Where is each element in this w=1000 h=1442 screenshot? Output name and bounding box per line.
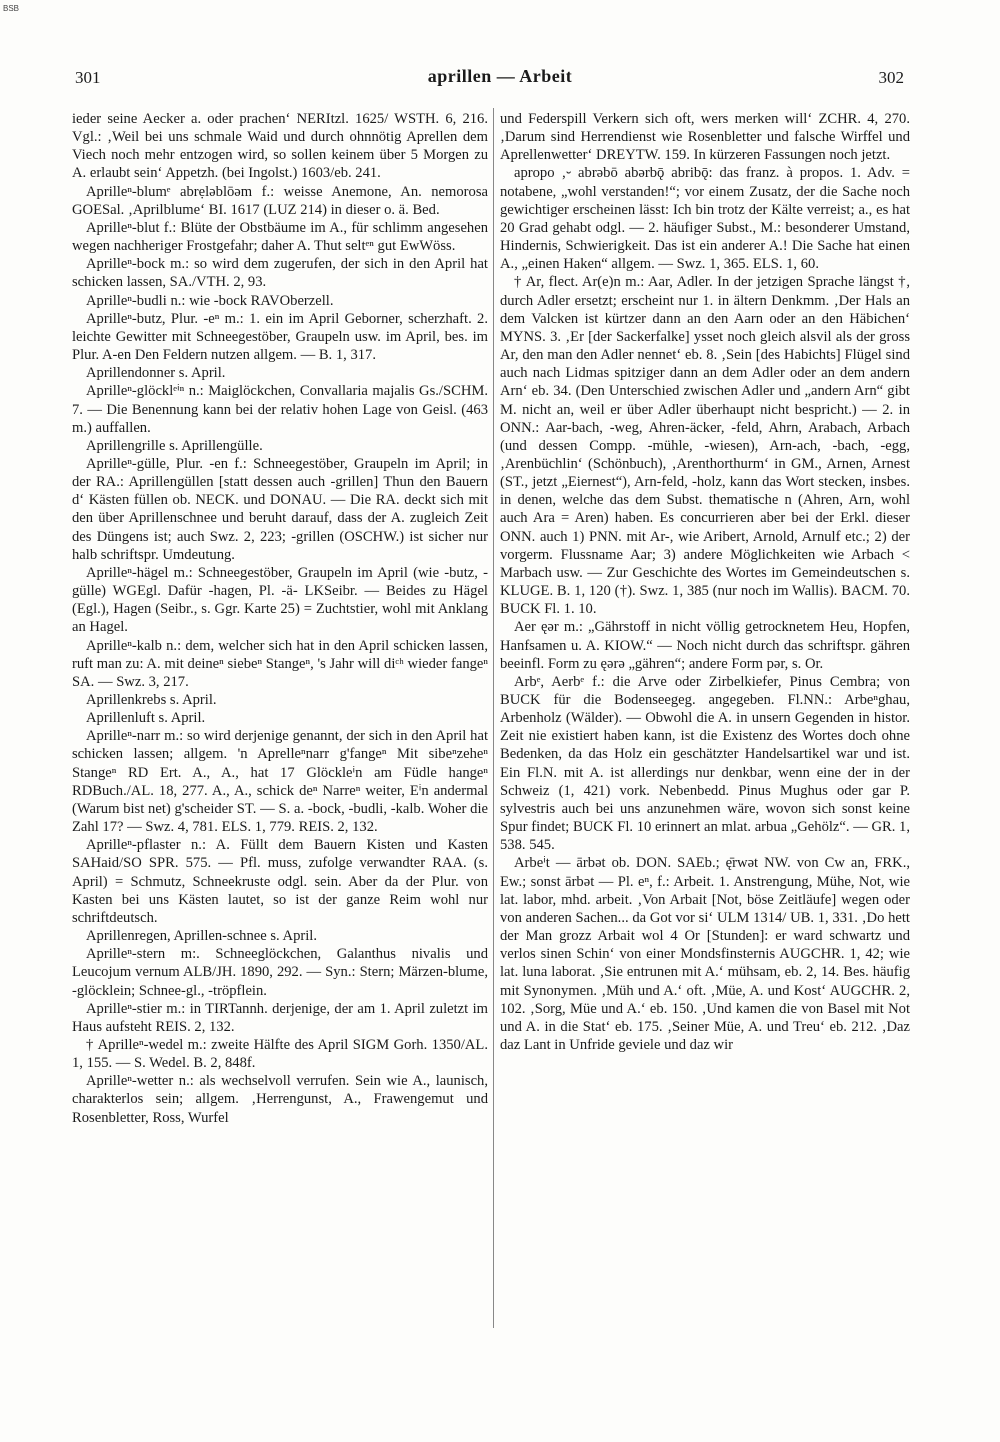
entry-aprillendonner: Aprillendonner s. April. [86,365,226,382]
entry-aprillen-guelle: Aprilleⁿ-gülle, Plur. -en f.: Schneegestöber, Graupeln im April; in der RA.: Aprillengüllen [statt dessen auch -grillen] Thun den Bauern d‘ Kästen füllen ob. NECK. und DONAU. — Die RA. deckt sich mit den über Aprillenschnee und beruht darauf, dass der A. zugleich Zeit des Düngens ist; auch Swz. 2, 223; -grillen (OSCHW.) ist sicher nur halb schriftspr. Umdeutung. [72,455,488,563]
column-divider [493,108,494,1328]
entry-aprillengrille: Aprillengrille s. Aprillengülle. [86,437,263,454]
entry-aprillen-butz: Aprilleⁿ-butz, Plur. -eⁿ m.: 1. ein im April Geborner, scherzhaft. 2. leichte Gewitter mit Schneegestöber, Graupeln usw. im April, bes. im Plur. A-en Den Feldern nutzen allgem. — B. 1, 317. [72,310,488,364]
entry-aprillen-bock: Aprilleⁿ-bock m.: so wird dem zugerufen, der sich in den April hat schicken lassen, SA./VTH. 2, 93. [72,256,488,291]
entry-ar: † Ar, flect. Ar(e)n m.: Aar, Adler. In der jetzigen Sprache längst †, durch Adler ersetzt; erscheint nur 1. in ältern Denkmm. ‚Der Hals an dem Valcken ist kürtzer dann an den Aarn oder an den Häbichen‘ MYNS. 3. ‚Er [der Sackerfalke] ysset noch gleich alsvil als der gross Ar, den man den Adler nennet‘ eb. 8. ‚Sein [des Habichts] Flügel sind auch nach Lidmas spitziger dann an dem Adler oder an dem andern Arn‘ eb. 34. (Den Unterschied zwischen Adler und „andern Arn“ gibt M. nicht an, weil er über Adler überhaupt nicht bespricht.) — 2. in ONN.: Aar-bach, -weg, Ahren-äcker, -feld, Ahrn, Arabach, Arbach (und dessen Compp. -mühle, -wiesen), Arn-ach, -bach, -egg, ‚Arenbüchlin‘ (Schönbuch), ‚Arenthorthurm‘ in GM., Arnen, Arnest (ST., jetzt „Eiernest“), Arn-feld, -holz, kann das Wort stecken, insbes. in denen, welche das dem Subst. thematische n (Ahren, Arn, wohl auch Ara = Aren) haben. Es concurrieren aber bei der Erkl. dieser ONN. auch 1) PNN. mit Ar-, wie Aribert, Arnold, Arnulf etc.; 2) der vorgerm. Flussname Aar; 3) andere Möglichkeiten wie Arbach < Marbach usw. — Zur Geschichte des Wortes im Gemeindeutschen s. KLUGE. B. 1, 120 (†). Swz. 1, 385 (nur noch im Wallis). BACM. 70. BUCK Fl. 1. 10. [500,274,910,618]
left-column [72,110,488,1335]
entry-continuation: und Federspill Verkern sich oft, wers merken will‘ ZCHR. 4, 270. ‚Darum sind Herrendienst wie Rosenbletter und falsche Wirffel und Aprellenwetter‘ DREYTW. 159. In kürzeren Fassungen noch jetzt. [500,111,910,164]
entry-aprillen-stier: Aprilleⁿ-stier m.: in TIRTannh. derjenige, der am 1. April zuletzt im Haus aufsteht REIS. 2, 132. [72,1000,488,1035]
running-title: aprillen — Arbeit [427,66,573,86]
entry-aprillen-haegel: Aprilleⁿ-hägel m.: Schneegestöber, Graupeln im April (wie -butz, -gülle) WGEgl. Dafür -hagen, Pl. -ä- LKSeibr. — Beides zu Hägel (Egl.), Hagen (Seibr., s. Ggr. Karte 25) = Zuchtstier, wohl mit Anklang an Hagel. [72,564,488,636]
entry-aprillenluft: Aprillenluft s. April. [86,710,206,727]
entry-aprillenregen: Aprillenregen, Aprillen-schnee s. April. [86,928,318,945]
entry-aprillen-kalb: Aprilleⁿ-kalb n.: dem, welcher sich hat in den April schicken lassen, ruft man zu: A. mit deineⁿ siebeⁿ Stangeⁿ, 's Jahr will diᶜʰ wieder fangeⁿ SA. — Swz. 3, 217. [72,637,488,690]
entry-aprillen-budli: Aprilleⁿ-budli n.: wie -bock RAVOberzell. [86,292,334,309]
entry-aprillen-wedel: † Aprilleⁿ-wedel m.: zweite Hälfte des April SIGM Gorh. 1350/AL. 1, 155. — S. Wedel. B. 2, 848f. [72,1036,488,1072]
entry-arbe: Arbᵉ, Aerbᵉ f.: die Arve oder Zirbelkiefer, Pinus Cembra; von BUCK für die Bodenseegeg. angegeben. Fl.NN.: Arbeⁿghau, Arbenholz (Wälder). — Obwohl die A. in unsern Gegenden in histor. Zeit nie existiert haben kann, ist die Existenz des Wortes doch ohne Bedenken, da das Holz ein geschätzter Handelsartikel war und ist. Ein Fl.N. mit A. ist allerdings nur denkbar, wenn eine der in der Schweiz (1, 421) vork. Nebenbedd. Pinus Mughus oder gar P. sylvestris auch bei uns anzunehmen wäre, wovon sich sonst keine Spur findet; BUCK Fl. 10 erinnert an mlat. arbua „Gehölz“. — GR. 1, 538. 545. [500,673,910,854]
entry-aprillen-blut: Aprilleⁿ-blut f.: Blüte der Obstbäume im A., für schlimm angesehen wegen nachheriger Frostgefahr; daher A. Thut seltᵉⁿ gut EwWöss. [72,219,488,255]
page-number-right: 302 [878,68,904,87]
entry-continuation: ieder seine Aecker a. oder prachen‘ NERItzl. 1625/ WSTH. 6, 216. Vgl.: ‚Weil bei uns schmale Waid und durch ohnnötig Aprellen dem Viech noch mehr entzogen wird, so sollen keinem über 5 Morgen zu A. erlaubt sein‘ Appetzh. (bei Ingolst.) 1603/eb. 241. [72,111,488,182]
entry-aprillen-pflaster: Aprilleⁿ-pflaster n.: A. Füllt dem Bauern Kisten und Kasten SAHaid/SO SPR. 575. — Pfl. muss, zufolge verwandter RAA. (s. April) = Schmutz, Schneekruste odgl. sein. Aber da der Plur. von Kasten bei uns Kästen lautet, so ist der ganze Reim wohl nur schriftdeutsch. [72,837,488,926]
entry-aprillen-gloecklein: Aprilleⁿ-glöcklᵉⁱⁿ n.: Maiglöckchen, Convallaria majalis Gs./SCHM. 7. — Die Benennung kann bei der relativ hohen Lage von Geisl. (463 m.) auffallen. [72,383,488,436]
page-number-left: 301 [75,68,101,87]
entry-aprillen-blume: Aprilleⁿ-blumᵉ abrẹləblōəm f.: weisse Anemone, An. nemorosa GOESal. ‚Aprilblume‘ BI. 1617 (LUZ 214) in dieser o. ä. Bed. [72,183,488,218]
entry-aer: Aer ęər m.: „Gährstoff in nicht völlig getrocknetem Heu, Hopfen, Hanfsamen u. A. KIOW.“ — Noch nicht durch das schriftspr. gähren beeinfl. Form zu ęərə „gähren“; andere Form pər, s. Or. [500,619,910,672]
entry-aprillen-narr: Aprilleⁿ-narr m.: so wird derjenige genannt, der sich in den April hat schicken lassen; allgem. 'n Aprelleⁿnarr g'fangeⁿ Mit sibeⁿzeheⁿ Stangeⁿ RD Ert. A., A., hat 17 Glöckleⁱn am Füdle hangeⁿ RDBuch./AL. 18, 277. A., A., schick deⁿ Narreⁿ weiter, Eⁱn andermal (Warum bist net) g'scheider ST. — S. a. -bock, -budli, -kalb. Woher die Zahl 17? — Swz. 4, 781. ELS. 1, 779. REIS. 2, 132. [72,728,488,836]
library-stamp: BSB [3,4,20,13]
entry-aprillen-wetter: Aprilleⁿ-wetter n.: als wechselvoll verrufen. Sein wie A., launisch, charakterlos sein; allgem. ‚Herrengunst, A., Frawengemut und Rosenbletter, Ross, Wurfel [72,1073,488,1126]
right-column [500,110,910,1335]
entry-aprillen-stern: Aprilleⁿ-stern m:. Schneeglöckchen, Galanthus nivalis und Leucojum vernum ALB/JH. 1890, 292. — Syn.: Stern; Märzen-blume, -glöcklein; Schnee-gl., -tröpflein. [72,946,488,999]
entry-apropo: apropo ‚⏑ abrəbō abərbǭ abribǭ: das franz. à propos. 1. Adv. = notabene, „wohl verstanden!“; vor einem Zusatz, der die Sache noch gewichtiger erscheinen lässt: Ich bin trotz der Kälte verreist; a., es hat 20 Grad gehabt odgl. — 2. häufiger Subst., M.: besonderer Umstand, Hindernis, Schwierigkeit. Das ist ein anderer A.! Die Sache hat einen A., „einen Haken“ allgem. — Swz. 1, 365. ELS. 1, 60. [500,165,910,273]
entry-aprillenkrebs: Aprillenkrebs s. April. [86,692,217,708]
entry-arbeit: Arbeⁱt — ārbət ob. DON. SAEb.; ę̄rwət NW. von Cw an, FRK., Ew.; sonst ārbət — Pl. eⁿ, f.: Arbeit. 1. Anstrengung, Mühe, Not, wie lat. labor, mhd. arbeit. ‚Von Arbait [Not, böse Zeitläufe] wegen oder von anderen Sachen... da Got vor si‘ ULM 1314/ UB. 1, 331. ‚Do hett der Man grozz Arbait wol 4 Or [Stunden]: er ward schwartz und verlos sinen Schin‘ von einer Mondsfinsternis AUGCHR. 1, 42; wie lat. luna laborat. ‚Sie entrunen mit A.‘ mühsam, eb. 2, 14. Bes. häufig mit Synonymen. ‚Müh und A.‘ oft. ‚Müe, A. und Kost‘ AUGCHR. 2, 102. ‚Sorg, Müe und A.‘ eb. 150. ‚Und kamen die von Basel mit Not und A. in die Stat‘ eb. 175. ‚Seiner Müe, A. und Treu‘ eb. 212. ‚Daz daz Lant in Unfride geviele und daz wir [500,855,910,1053]
